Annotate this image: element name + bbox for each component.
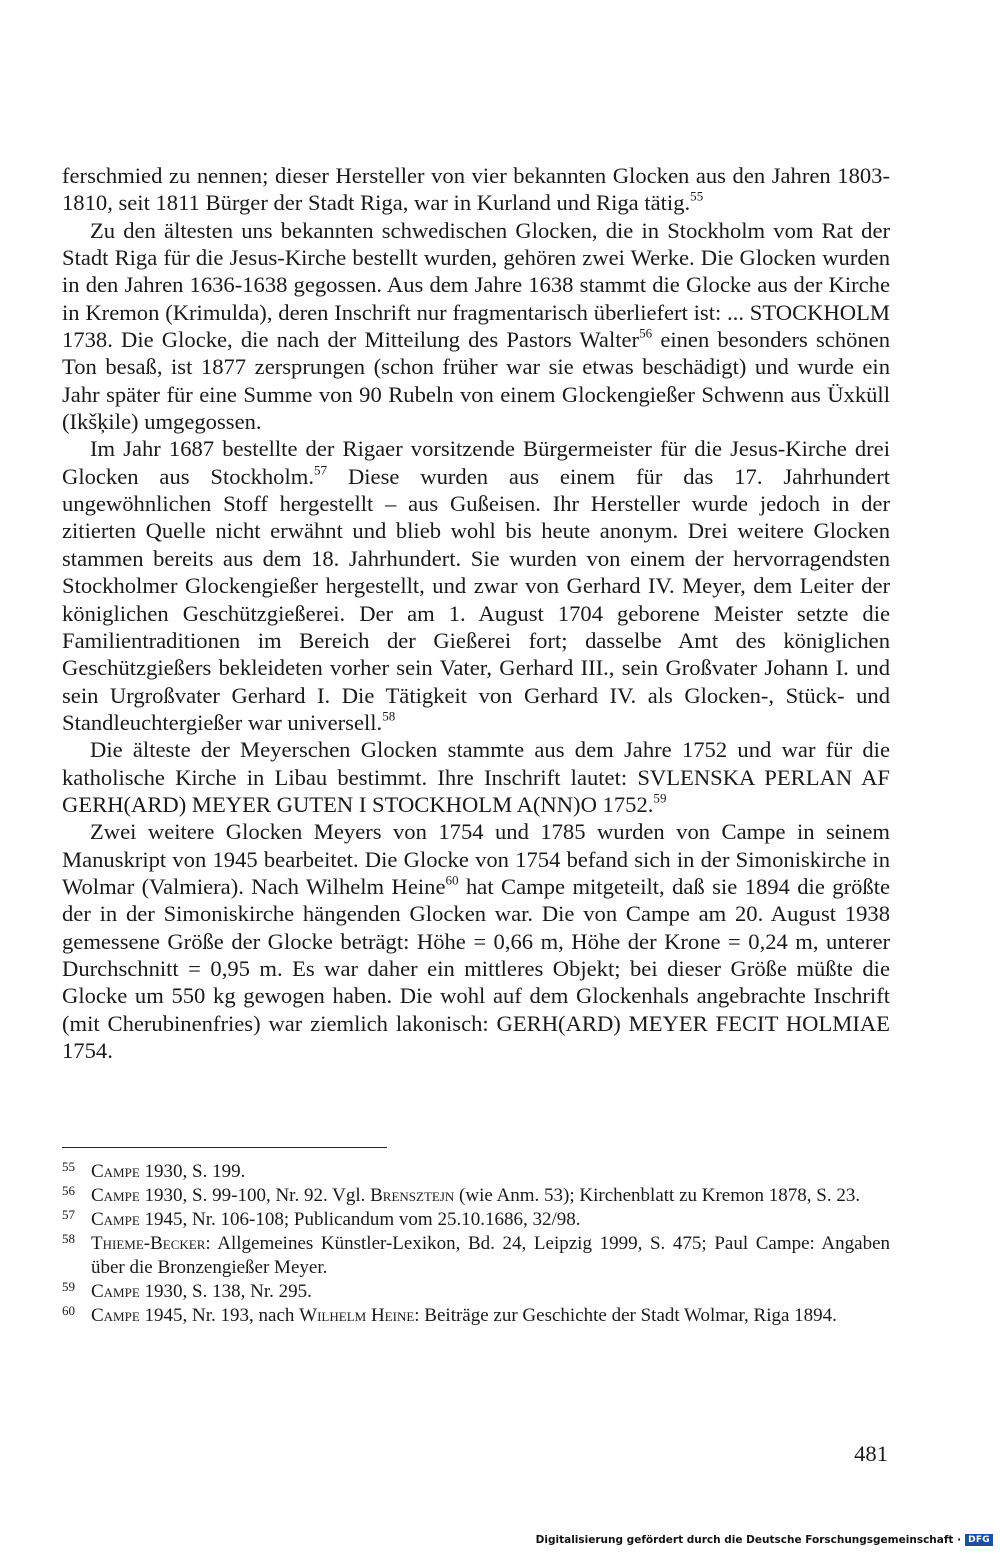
footnote-reference: 59 <box>653 790 667 806</box>
text-run: 1945, Nr. 106-108; Publicandum vom 25.10.1686, 32/98. <box>139 1209 581 1230</box>
author-name: Campe <box>91 1161 140 1182</box>
author-name: Campe <box>91 1185 140 1206</box>
text-run: : Beiträge zur Geschichte der Stadt Wolmar, Riga 1894. <box>414 1305 837 1326</box>
text-run: Zwei weitere Glocken Meyers von 1754 und 1785 wurden von Campe in seinem Manuskript von 1945 bearbeitet. Die Glocke von 1754 befand sich in der Simoniskirche in Wolmar (Valmiera). Nach Wilhelm Heine <box>62 819 890 899</box>
text-run: hat Campe mitgeteilt, daß sie 1894 die größte der in der Simoniskirche hängenden Glocken war. Die von Campe am 20. August 1938 gemessene Größe der Glocke beträgt: Höhe = 0,66 m, Höhe der Krone = 0,24 m, unterer Durchschnitt = 0,95 m. Es war daher ein mittleres Objekt; bei dieser Größe müßte die Glocke um 550 kg gewogen haben. Die wohl auf dem Glockenhals angebrachte Inschrift (mit Cherubinenfries) war ziemlich lakonisch: GERH(ARD) MEYER FECIT HOLMIAE 1754. <box>62 873 890 1063</box>
author-name: Brensztejn <box>370 1185 455 1206</box>
footnote-reference: 57 <box>313 462 328 478</box>
footnote-number: 56 <box>62 1183 75 1198</box>
author-name: Wilhelm Heine <box>299 1305 415 1326</box>
author-name: Campe <box>91 1305 140 1326</box>
text-run: Die älteste der Meyerschen Glocken stammte aus dem Jahre 1752 und war für die katholische Kirche in Libau bestimmt. Ihre Inschrift lautet: SVLENSKA PERLAN AF GERH(ARD) MEYER GUTEN I STOCKHOLM A(NN)O 1752. <box>62 737 890 817</box>
paragraph <box>62 217 890 436</box>
text-run: Im Jahr 1687 bestellte der Rigaer vorsitzende Bürgermeister für die Jesus-Kirche drei Glocken aus Stockholm. <box>62 436 890 489</box>
text-run: ferschmied zu nennen; dieser Hersteller von vier bekannten Glocken aus den Jahren 1803-1810, seit 1811 Bürger der Stadt Riga, war in Kurland und Riga tätig. <box>62 163 890 216</box>
page-number: 481 <box>854 1441 888 1466</box>
footnote <box>62 1232 890 1280</box>
text-run: Zu den ältesten uns bekannten schwedischen Glocken, die in Stockholm vom Rat der Stadt Riga für die Jesus-Kirche bestellt wurden, gehören zwei Werke. Die Glocken wurden in den Jahren 1636-1638 gegossen. Aus dem Jahre 1638 stammt die Glocke aus der Kirche in Kremon (Krimulda), deren Inschrift nur fragmentarisch überliefert ist: ... STOCKHOLM 1738. Die Glocke, die nach der Mitteilung des Pastors Walter <box>62 217 890 353</box>
footnote <box>62 1280 890 1304</box>
text-run: 1930, S. 99-100, Nr. 92. Vgl. <box>139 1185 371 1206</box>
footnote-number: 57 <box>62 1207 75 1222</box>
text-run: : Allgemeines Künstler-Lexikon, Bd. 24, Leipzig 1999, S. 475; Paul Campe: Angaben über die Bronzengießer Meyer. <box>91 1233 890 1278</box>
author-name: Campe <box>91 1281 140 1302</box>
digitization-credit <box>536 1534 993 1546</box>
footnote-reference: 55 <box>690 188 704 204</box>
text-run: 1930, S. 199. <box>139 1161 246 1182</box>
text-run: Diese wurden aus einem für das 17. Jahrhundert ungewöhnlichen Stoff hergestellt – aus Gußeisen. Ihr Hersteller wurde jedoch in der zitierten Quelle nicht erwähnt und blieb wohl bis heute anonym. Drei weitere Glocken stammen bereits aus dem 18. Jahrhundert. Sie wurden von einem der hervorragendsten Stockholmer Glockengießer hergestellt, und zwar von Gerhard IV. Meyer, dem Leiter der königlichen Geschützgießerei. Der am 1. August 1704 geborene Meister setzte die Familientraditionen im Bereich der Gießerei fort; dasselbe Amt des königlichen Geschützgießers bekleideten vorher sein Vater, Gerhard III., sein Großvater Johann I. und sein Urgroßvater Gerhard I. Die Tätigkeit von Gerhard IV. als Glocken-, Stück- und Standleuchtergießer war universell. <box>62 463 891 735</box>
footnote-number: 55 <box>62 1159 75 1174</box>
footnote <box>62 1208 890 1232</box>
footnote-separator <box>62 1147 387 1148</box>
dfg-logo: DFG <box>965 1534 993 1546</box>
text-run: 1945, Nr. 193, nach <box>139 1305 300 1326</box>
author-name: Campe <box>91 1209 140 1230</box>
footnote <box>62 1160 890 1184</box>
footnote-reference: 60 <box>445 872 459 888</box>
footnote-reference: 58 <box>382 708 396 724</box>
author-name: Thieme-Becker <box>91 1233 206 1254</box>
footnote-number: 59 <box>62 1279 75 1294</box>
footnote <box>62 1184 890 1208</box>
paragraph <box>62 435 890 736</box>
footnote-number: 60 <box>62 1303 75 1318</box>
body-text <box>62 162 890 1064</box>
footnote-number: 58 <box>62 1231 75 1246</box>
text-run: einen besonders schönen Ton besaß, ist 1877 zersprungen (schon früher war sie etwas beschädigt) und wurde ein Jahr später für eine Summe von 90 Rubeln von einem Glockengießer Schwenn aus Üxküll (Ikšķile) umgegossen. <box>62 327 890 435</box>
credit-text: Digitalisierung gefördert durch die Deutsche Forschungsgemeinschaft · <box>535 1534 962 1546</box>
footnote-reference: 56 <box>639 325 653 341</box>
paragraph <box>62 818 890 1064</box>
paragraph <box>62 162 890 217</box>
text-run: (wie Anm. 53); Kirchenblatt zu Kremon 1878, S. 23. <box>454 1185 861 1206</box>
footnotes <box>62 1160 890 1328</box>
text-run: 1930, S. 138, Nr. 295. <box>139 1281 312 1302</box>
footnote <box>62 1304 890 1328</box>
paragraph <box>62 736 890 818</box>
